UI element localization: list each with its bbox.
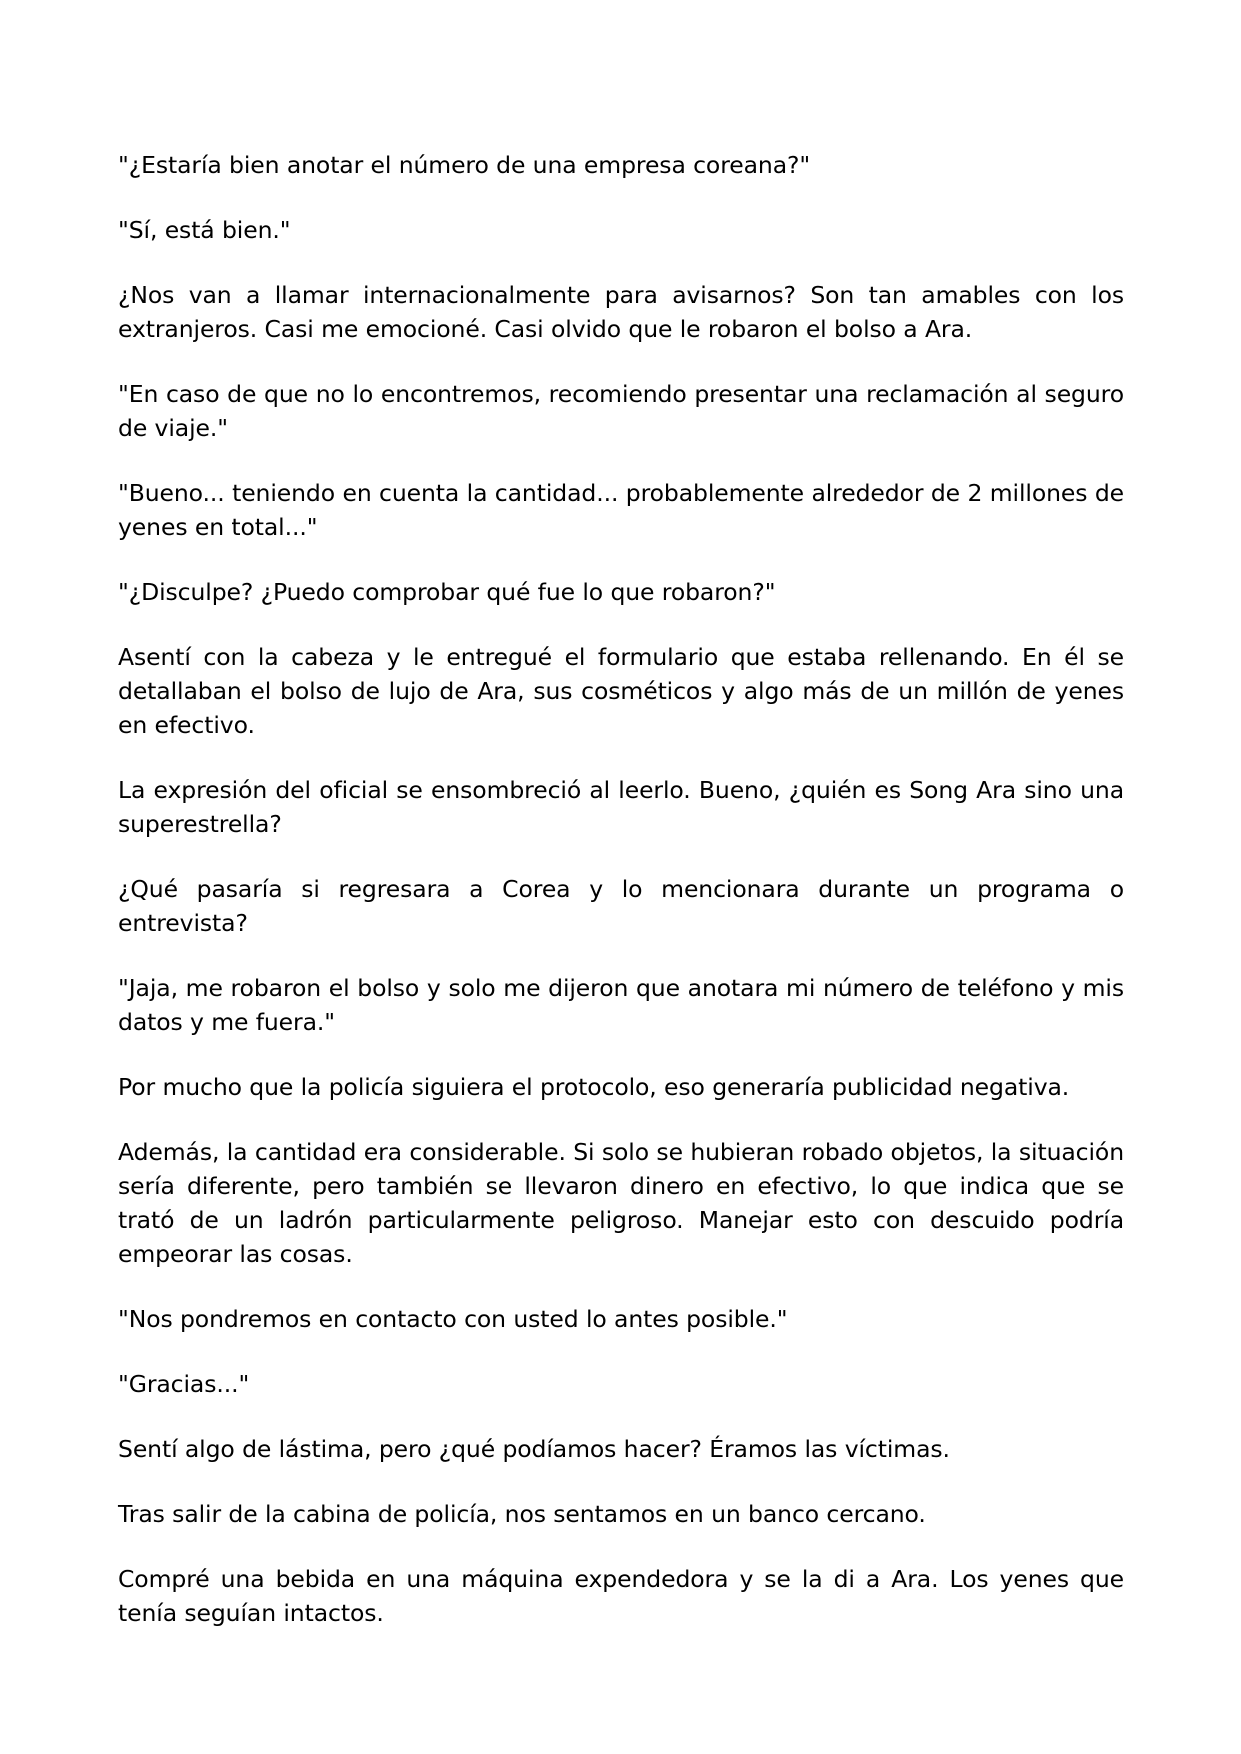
paragraph-6: "¿Disculpe? ¿Puedo comprobar qué fue lo que robaron?" bbox=[118, 578, 776, 606]
paragraph-1: "¿Estaría bien anotar el número de una empresa coreana?" bbox=[118, 151, 811, 179]
paragraph-14: "Gracias..." bbox=[118, 1370, 250, 1398]
paragraph-7: Asentí con la cabeza y le entregué el formulario que estaba rellenando. En él se detallaban el bolso de lujo de Ara, sus cosméticos y algo más de un millón de yenes en efectivo. bbox=[118, 643, 1124, 739]
paragraph-13: "Nos pondremos en contacto con usted lo antes posible." bbox=[118, 1305, 788, 1333]
paragraph-11: Por mucho que la policía siguiera el protocolo, eso generaría publicidad negativa. bbox=[118, 1073, 1070, 1101]
paragraph-2: "Sí, está bien." bbox=[118, 216, 291, 244]
paragraph-3: ¿Nos van a llamar internacionalmente para avisarnos? Son tan amables con los extranjeros. Casi me emocioné. Casi olvido que le robaron el bolso a Ara. bbox=[118, 281, 1124, 343]
paragraph-16: Tras salir de la cabina de policía, nos sentamos en un banco cercano. bbox=[118, 1500, 926, 1528]
paragraph-5: "Bueno... teniendo en cuenta la cantidad... probablemente alrededor de 2 millones de yenes en total..." bbox=[118, 479, 1124, 541]
paragraph-4: "En caso de que no lo encontremos, recomiendo presentar una reclamación al seguro de viaje." bbox=[118, 380, 1124, 442]
document-body bbox=[118, 148, 1124, 1661]
paragraph-8: La expresión del oficial se ensombreció al leerlo. Bueno, ¿quién es Song Ara sino una superestrella? bbox=[118, 776, 1124, 838]
paragraph-10: "Jaja, me robaron el bolso y solo me dijeron que anotara mi número de teléfono y mis datos y me fuera." bbox=[118, 974, 1124, 1036]
paragraph-9: ¿Qué pasaría si regresara a Corea y lo mencionara durante un programa o entrevista? bbox=[118, 875, 1124, 937]
paragraph-17: Compré una bebida en una máquina expendedora y se la di a Ara. Los yenes que tenía seguían intactos. bbox=[118, 1565, 1124, 1627]
paragraph-12: Además, la cantidad era considerable. Si solo se hubieran robado objetos, la situación sería diferente, pero también se llevaron dinero en efectivo, lo que indica que se trató de un ladrón particularmente peligroso. Manejar esto con descuido podría empeorar las cosas. bbox=[118, 1138, 1124, 1268]
paragraph-15: Sentí algo de lástima, pero ¿qué podíamos hacer? Éramos las víctimas. bbox=[118, 1435, 950, 1463]
